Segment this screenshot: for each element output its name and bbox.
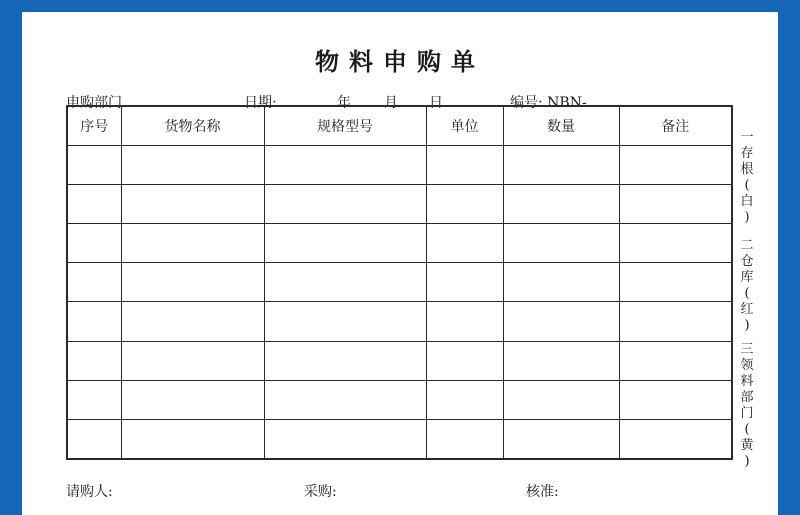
- cell-unit: [426, 341, 503, 380]
- cell-item-name: [121, 419, 264, 459]
- cell-item-name: [121, 380, 264, 419]
- col-header-quantity: 数量: [503, 106, 619, 146]
- col-header-remarks: 备注: [619, 106, 732, 146]
- cell-item-name: [121, 185, 264, 224]
- cell-spec: [264, 224, 426, 263]
- cell-spec: [264, 185, 426, 224]
- cell-index: [67, 302, 121, 341]
- cell-unit: [426, 302, 503, 341]
- cell-quantity: [503, 185, 619, 224]
- table-header-row: [67, 106, 732, 146]
- cell-remarks: [619, 185, 732, 224]
- cell-remarks: [619, 263, 732, 302]
- cell-index: [67, 341, 121, 380]
- table-row: [67, 380, 732, 419]
- cell-spec: [264, 263, 426, 302]
- cell-item-name: [121, 341, 264, 380]
- col-header-item-name: 货物名称: [121, 106, 264, 146]
- cell-unit: [426, 146, 503, 185]
- cell-remarks: [619, 341, 732, 380]
- cell-item-name: [121, 263, 264, 302]
- cell-spec: [264, 341, 426, 380]
- cell-item-name: [121, 224, 264, 263]
- table-row: [67, 341, 732, 380]
- cell-index: [67, 419, 121, 459]
- cell-quantity: [503, 146, 619, 185]
- table-row: [67, 302, 732, 341]
- cell-spec: [264, 380, 426, 419]
- day-label: 日: [429, 95, 443, 111]
- month-label: 月: [384, 95, 398, 111]
- purchasing-label: 采购:: [304, 484, 337, 500]
- cell-item-name: [121, 146, 264, 185]
- cell-index: [67, 224, 121, 263]
- table-row: [67, 419, 732, 459]
- approval-label: 核准:: [526, 484, 559, 500]
- cell-unit: [426, 185, 503, 224]
- date-label: 日期:: [244, 95, 277, 111]
- cell-index: [67, 380, 121, 419]
- cell-index: [67, 263, 121, 302]
- cell-quantity: [503, 263, 619, 302]
- cell-unit: [426, 263, 503, 302]
- copy-warehouse-red: 二 仓 库 ( 红 ): [740, 238, 754, 333]
- cell-spec: [264, 419, 426, 459]
- col-header-index: 序号: [67, 106, 121, 146]
- copy-dept-yellow: 三 领 料 部 门 ( 黄 ): [740, 342, 754, 469]
- cell-quantity: [503, 302, 619, 341]
- cell-remarks: [619, 380, 732, 419]
- items-table: [66, 105, 733, 460]
- cell-remarks: [619, 146, 732, 185]
- table-row: [67, 224, 732, 263]
- cell-unit: [426, 224, 503, 263]
- cell-quantity: [503, 419, 619, 459]
- department-label: 申购部门: [66, 95, 122, 111]
- form-title: 物料申购单: [315, 47, 485, 76]
- cell-index: [67, 146, 121, 185]
- cell-unit: [426, 419, 503, 459]
- cell-index: [67, 185, 121, 224]
- cell-remarks: [619, 419, 732, 459]
- year-label: 年: [337, 95, 351, 111]
- table-row: [67, 263, 732, 302]
- cell-remarks: [619, 302, 732, 341]
- cell-quantity: [503, 224, 619, 263]
- col-header-spec: 规格型号: [264, 106, 426, 146]
- cell-item-name: [121, 302, 264, 341]
- table-row: [67, 146, 732, 185]
- cell-unit: [426, 380, 503, 419]
- form-number-label: 编号: NBN-: [510, 95, 587, 111]
- cell-quantity: [503, 380, 619, 419]
- cell-quantity: [503, 341, 619, 380]
- col-header-unit: 单位: [426, 106, 503, 146]
- form-sheet: [22, 12, 778, 515]
- table-row: [67, 185, 732, 224]
- copy-stub-white: 一 存 根 ( 白 ): [740, 130, 754, 225]
- cell-spec: [264, 302, 426, 341]
- cell-remarks: [619, 224, 732, 263]
- cell-spec: [264, 146, 426, 185]
- requester-label: 请购人:: [66, 484, 113, 500]
